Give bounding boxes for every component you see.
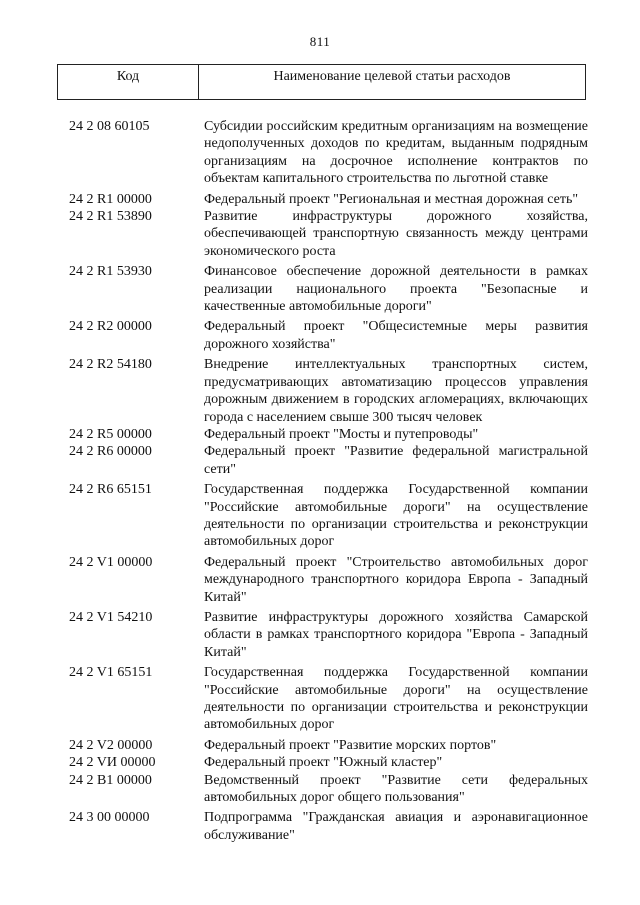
table-body [57,118,588,844]
row-code: 24 2 R1 53930 [69,264,152,280]
row-text: Государственная поддержка Государственной компании "Российские автомобильные дороги" на осуществление деятельности по организации строительства и реконструкции автомобильных дорог [204,665,588,733]
row-text: Финансовое обеспечение дорожной деятельности в рамках реализации национального проекта "Безопасные и качественные автомобильные дороги" [204,264,588,315]
table-header [57,64,586,100]
table-row [57,481,588,551]
row-code: 24 2 V1 00000 [69,554,153,570]
row-text: Федеральный проект "Мосты и путепроводы" [204,426,479,442]
row-text: Федеральный проект "Общесистемные меры развития дорожного хозяйства" [204,319,588,352]
table-row [57,772,588,807]
table-row [57,118,588,188]
row-code: 24 3 00 00000 [69,810,150,826]
header-code: Код [58,65,199,99]
table-row [57,208,588,260]
header-name: Наименование целевой статьи расходов [273,69,511,84]
table-row [57,737,588,754]
table-row [57,754,588,771]
row-code: 24 2 R1 53890 [69,209,152,225]
row-code: 24 2 R6 65151 [69,482,152,498]
row-code: 24 2 B1 00000 [69,772,152,788]
table-row [57,809,588,844]
row-code: 24 2 R2 00000 [69,319,152,335]
row-text: Государственная поддержка Государственной компании "Российские автомобильные дороги" на осуществление деятельности по организации строительства и реконструкции автомобильных дорог [204,482,588,550]
table-row [57,356,588,426]
row-code: 24 2 V2 00000 [69,737,153,753]
table-row [57,426,588,443]
row-code: 24 2 R5 00000 [69,426,152,442]
row-text: Внедрение интеллектуальных транспортных систем, предусматривающих автоматизацию процессов управления дорожным движением в городских агломерациях, включающих города с населением свыше 300 тысяч человек [204,357,588,425]
row-text: Федеральный проект "Развитие морских портов" [204,737,497,753]
page-number: 811 [309,34,331,49]
table-row [57,191,588,208]
row-text: Развитие инфраструктуры дорожного хозяйства Самарской области в рамках транспортного коридора "Европа - Западный Китай" [204,609,588,660]
row-code: 24 2 08 60105 [69,119,150,134]
row-code: 24 2 R2 54180 [69,357,152,373]
row-text: Подпрограмма "Гражданская авиация и аэронавигационное обслуживание" [204,810,588,843]
row-text: Развитие инфраструктуры дорожного хозяйства, обеспечивающей транспортную связанность между центрами экономического роста [204,209,588,259]
table-row [57,609,588,661]
table-row [57,318,588,353]
row-text: Субсидии российским кредитным организациям на возмещение недополученных доходов по кредитам, выданным подрядным организациям на досрочное исполнение контрактов по объектам капитального строительства по льготной ставке [204,119,588,187]
table-row [57,554,588,606]
row-code: 24 2 V1 65151 [69,665,153,681]
table-row [57,263,588,315]
row-text: Федеральный проект "Южный кластер" [204,755,443,771]
table-row [57,443,588,478]
row-code: 24 2 VИ 00000 [69,755,156,771]
table-row [57,664,588,734]
row-text: Федеральный проект "Региональная и местная дорожная сеть" [204,191,579,207]
row-text: Федеральный проект "Развитие федеральной магистральной сети" [204,444,588,477]
row-text: Федеральный проект "Строительство автомобильных дорог международного транспортного коридора Европа - Западный Китай" [204,554,588,605]
row-code: 24 2 V1 54210 [69,609,153,625]
row-code: 24 2 R6 00000 [69,444,152,460]
row-code: 24 2 R1 00000 [69,191,152,207]
row-text: Ведомственный проект "Развитие сети федеральных автомобильных дорог общего пользования" [204,772,588,806]
